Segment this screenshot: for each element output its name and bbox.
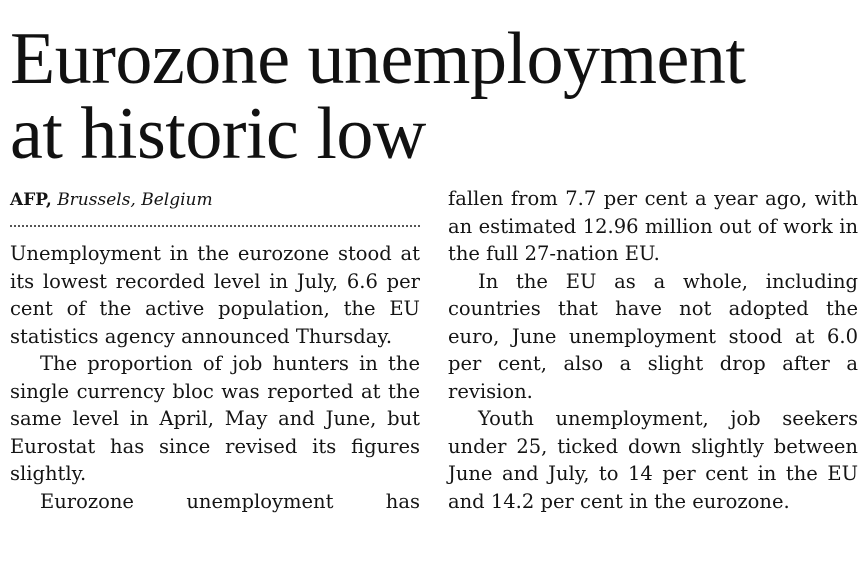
byline-agency: AFP, [10,190,52,210]
headline [10,18,860,175]
article-paragraph: Youth unemployment, job seekers under 25, ticked down slightly between June and July, to 14 per cent in the EU and 14.2 per cent in the eurozone. [448,407,858,513]
dotted-divider [10,225,420,227]
article-paragraph: Eurozone unemployment has [40,489,420,513]
headline-line-1: Eurozone unemployment [10,18,746,100]
byline [10,188,420,212]
article-column-right [448,185,858,515]
headline-line-2: at historic low [10,93,426,175]
article-paragraph: Unemployment in the eurozone stood at its lowest recorded level in July, 6.6 per cent of the active population, the EU statistics agency announced Thursday. [10,242,420,348]
article-paragraph: In the EU as a whole, including countries that have not adopted the euro, June unemployment stood at 6.0 per cent, also a slight drop after a revision. [448,269,858,403]
article-paragraph: fallen from 7.7 per cent a year ago, with an estimated 12.96 million out of work in the full 27-nation EU. [448,187,858,265]
article-paragraph: The proportion of job hunters in the single currency bloc was reported at the same level in April, May and June, but Eurostat has since revised its figures slightly. [10,352,420,485]
article-column-left [10,240,420,515]
byline-location: Brussels, Belgium [57,190,213,210]
